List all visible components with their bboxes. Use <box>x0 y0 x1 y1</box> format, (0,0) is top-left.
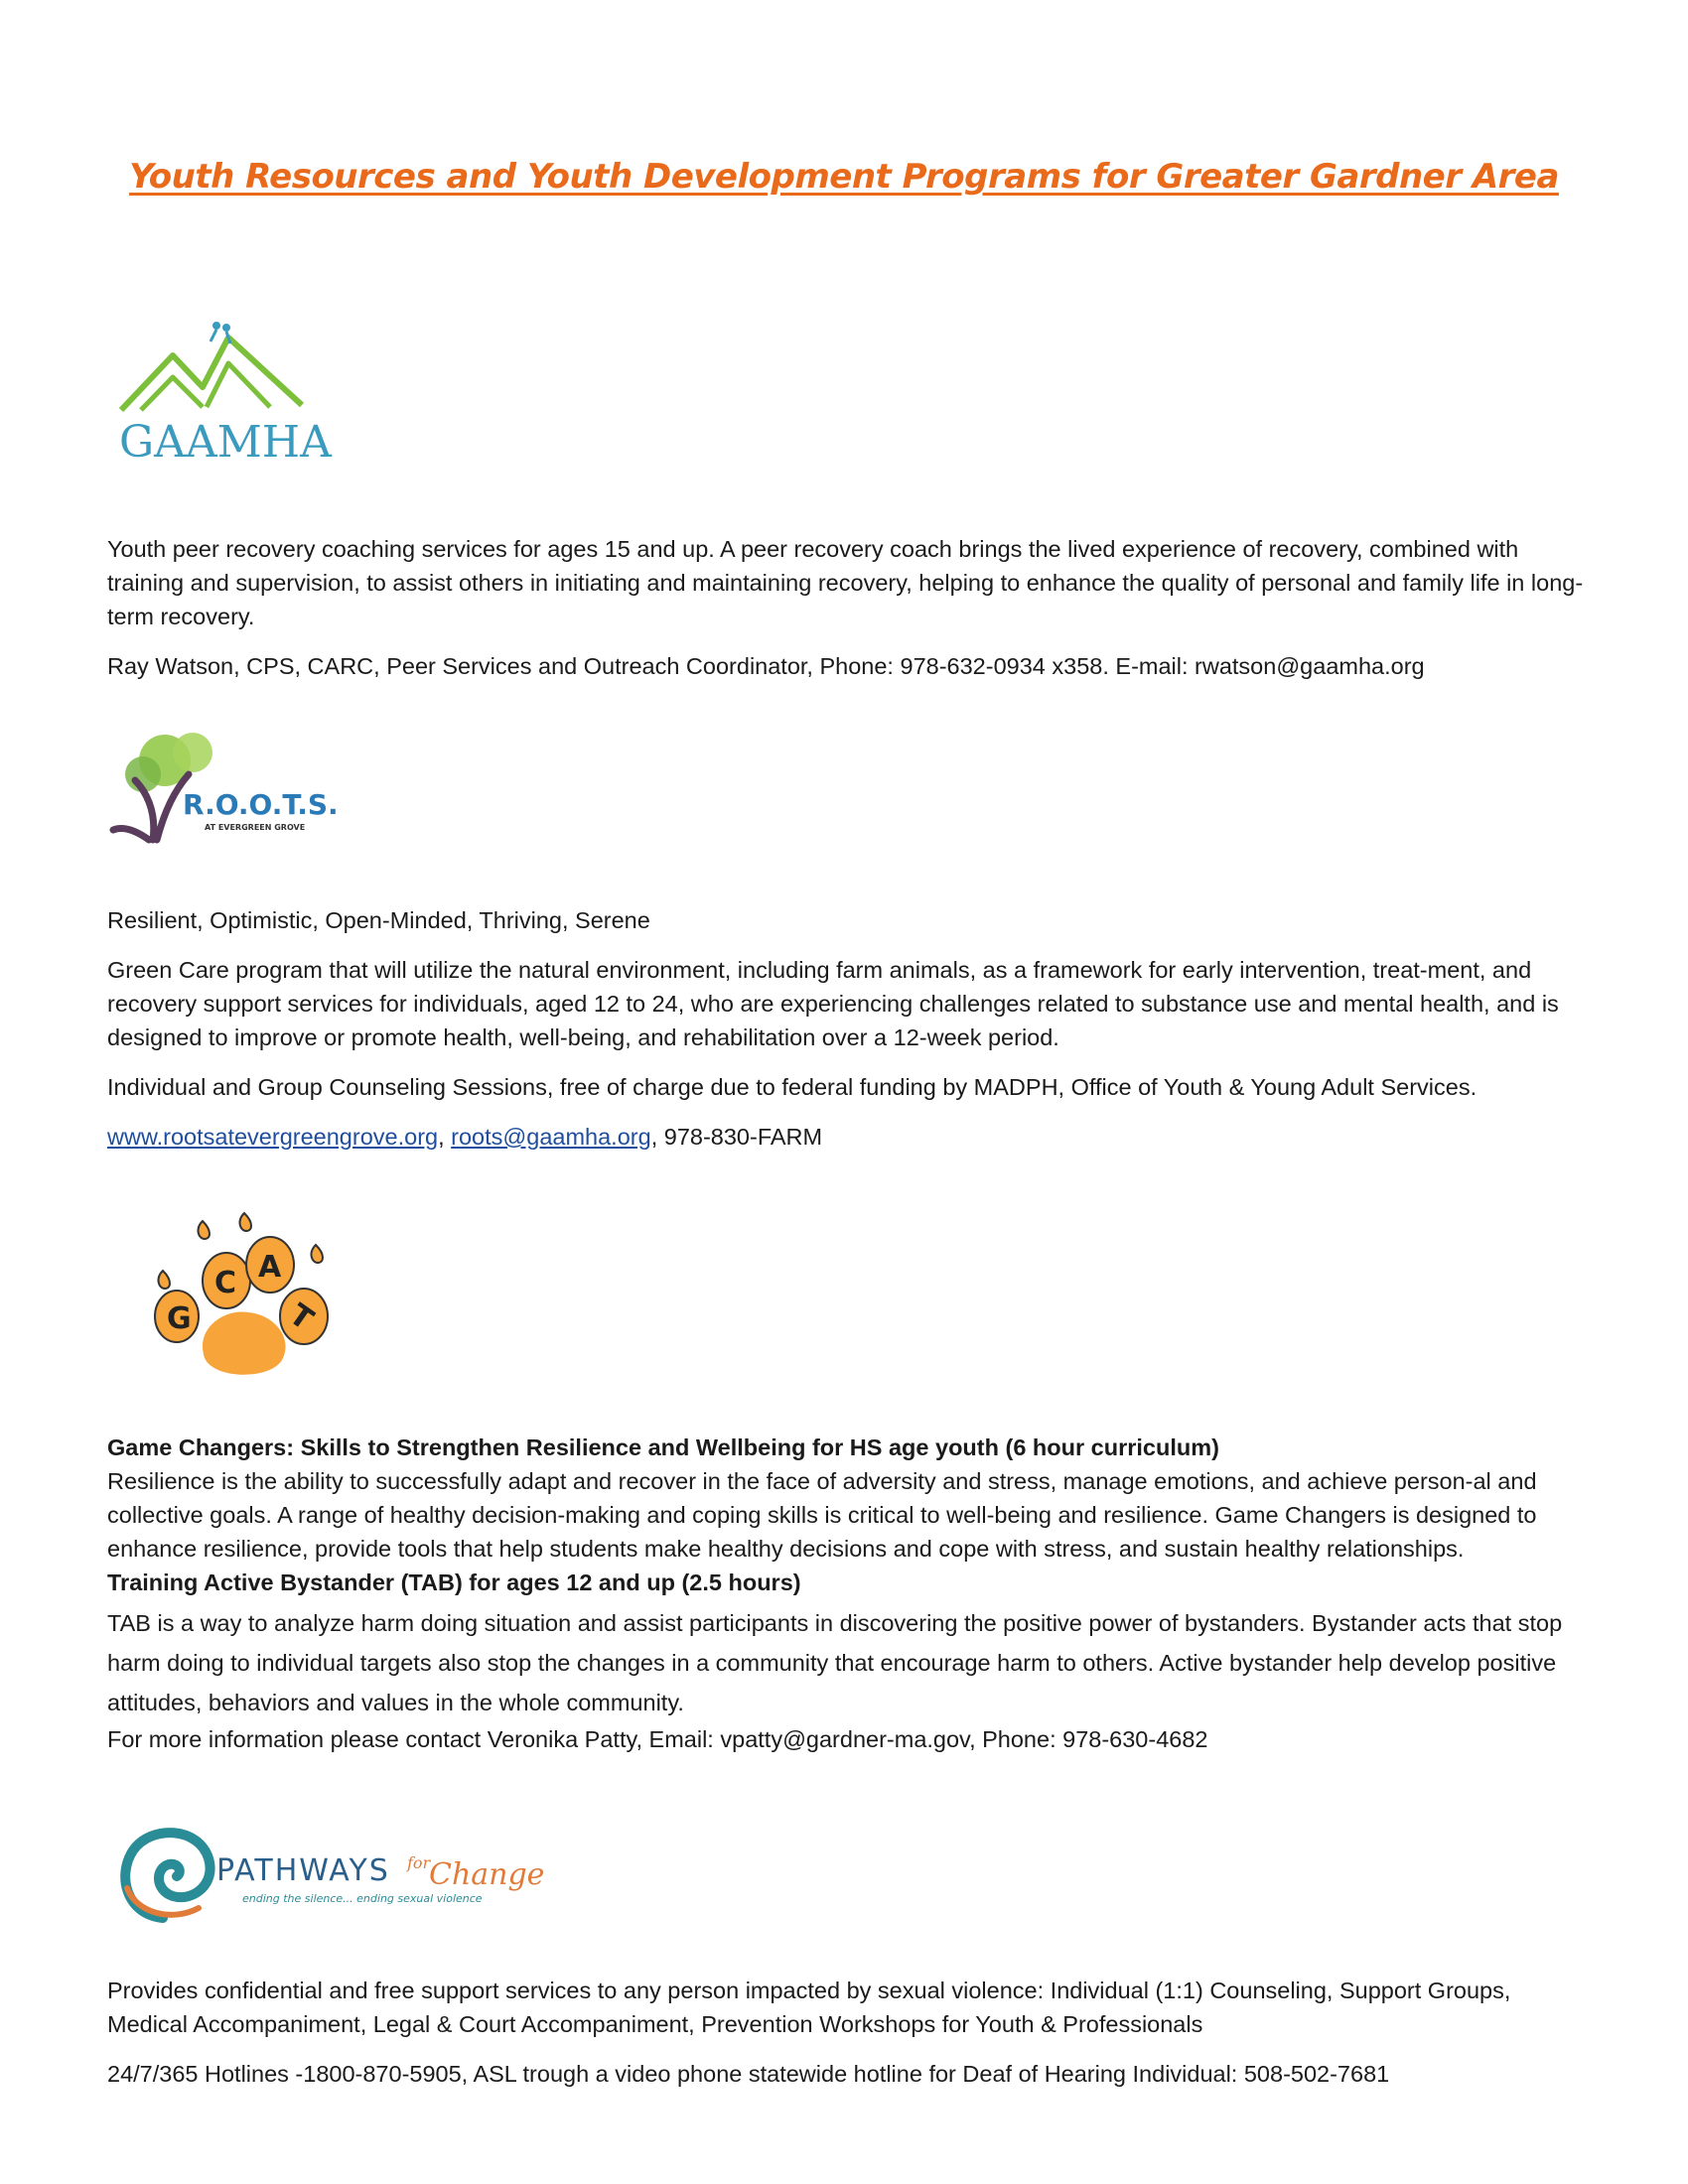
gaamha-logo-text: GAAMHA <box>119 417 332 468</box>
roots-separator-2: , <box>650 1124 664 1150</box>
gcat-letter-c: C <box>214 1266 237 1300</box>
game-changers-description: Resilience is the ability to successfully adapt and recover in the face of adversity and stress, manage emotions, and achieve person-al and collective goals. A range of healthy decision-making and coping skills is critical to well-being and resilience. Game Changers is designed to enhance resilience, provide tools that help students make healthy decisions and cope with stress, and sustain healthy relationships. <box>107 1468 1537 1562</box>
pathways-logo-word: PATHWAYS <box>216 1853 390 1888</box>
gaamha-description: Youth peer recovery coaching services for ages 15 and up. A peer recovery coach brings the lived experience of recovery, combined with training and supervision, to assist others in initiating and maintaining recovery, helping to enhance the quality of personal and family life in long-term recovery. <box>107 536 1584 629</box>
roots-sessions: Individual and Group Counseling Sessions, free of charge due to federal funding by MADPH, Office of Youth & Young Adult Services. <box>107 1074 1477 1100</box>
gaamha-section <box>107 532 1597 683</box>
roots-logo <box>105 731 339 870</box>
gcat-letter-t: T <box>282 1297 320 1338</box>
pathways-logo-change: Change <box>429 1857 545 1892</box>
roots-section <box>107 903 1597 1154</box>
pathways-logo-for: for <box>407 1853 431 1872</box>
roots-phone: 978-830-FARM <box>663 1124 823 1150</box>
spiral-icon <box>125 1833 210 1918</box>
page-title <box>0 157 1688 197</box>
roots-logo-subtext: AT EVERGREEN GROVE <box>205 823 306 832</box>
gcat-letter-g: G <box>167 1301 192 1336</box>
tab-program-title: Training Active Bystander (TAB) for ages 12 and up (2.5 hours) <box>107 1570 801 1595</box>
roots-separator-1: , <box>438 1124 452 1150</box>
gaamha-contact: Ray Watson, CPS, CARC, Peer Services and Outreach Coordinator, Phone: 978-632-0934 x358. E-mail: rwatson@gaamha.org <box>107 653 1425 679</box>
climber-icon <box>212 322 220 330</box>
game-changers-title: Game Changers: Skills to Strengthen Resilience and Wellbeing for HS age youth (6 hour curriculum) <box>107 1434 1219 1460</box>
pathways-section <box>107 1974 1597 2091</box>
pathways-hotlines: 24/7/365 Hotlines -1800-870-5905, ASL trough a video phone statewide hotline for Deaf of Hearing Individual: 508-502-7681 <box>107 2061 1390 2087</box>
pathways-description: Provides confidential and free support services to any person impacted by sexual violence: Individual (1:1) Counseling, Support Groups, Medical Accompaniment, Legal & Court Accompaniment, Prevention Workshops for Youth & Professionals <box>107 1978 1511 2037</box>
gcat-logo <box>145 1209 344 1388</box>
gcat-letter-a: A <box>258 1250 282 1285</box>
gcat-contact: For more information please contact Veronika Patty, Email: vpatty@gardner-ma.gov, Phone: 978-630-4682 <box>107 1726 1208 1752</box>
gcat-section <box>107 1431 1597 1756</box>
roots-tagline: Resilient, Optimistic, Open-Minded, Thriving, Serene <box>107 907 650 933</box>
roots-email-link[interactable]: roots@gaamha.org <box>451 1124 651 1150</box>
roots-description: Green Care program that will utilize the natural environment, including farm animals, as a framework for early intervention, treat-ment, and recovery support services for individuals, aged 12 to 24, who are experiencing challenges related to substance use and mental health, and is designed to improve or promote health, well-being, and rehabilitation over a 12-week period. <box>107 957 1559 1050</box>
tab-program-description: TAB is a way to analyze harm doing situation and assist participants in discovering the positive power of bystanders. Bystander acts that stop harm doing to individual targets also stop the changes in a community that encourage harm to others. Active bystander help develop positive attitudes, behaviors and values in the whole community. <box>107 1610 1563 1715</box>
roots-website-link[interactable]: www.rootsatevergreengrove.org <box>107 1124 439 1150</box>
roots-logo-text: R.O.O.T.S. <box>183 788 339 821</box>
page-title-text: Youth Resources and Youth Development Programs for Greater Gardner Area <box>129 157 1559 197</box>
gaamha-logo <box>111 316 332 468</box>
pathways-logo-tagline: ending the silence... ending sexual violence <box>242 1892 483 1905</box>
roots-contact-line <box>107 1120 1597 1154</box>
paw-icon <box>155 1213 328 1375</box>
pathways-logo <box>113 1819 550 1928</box>
